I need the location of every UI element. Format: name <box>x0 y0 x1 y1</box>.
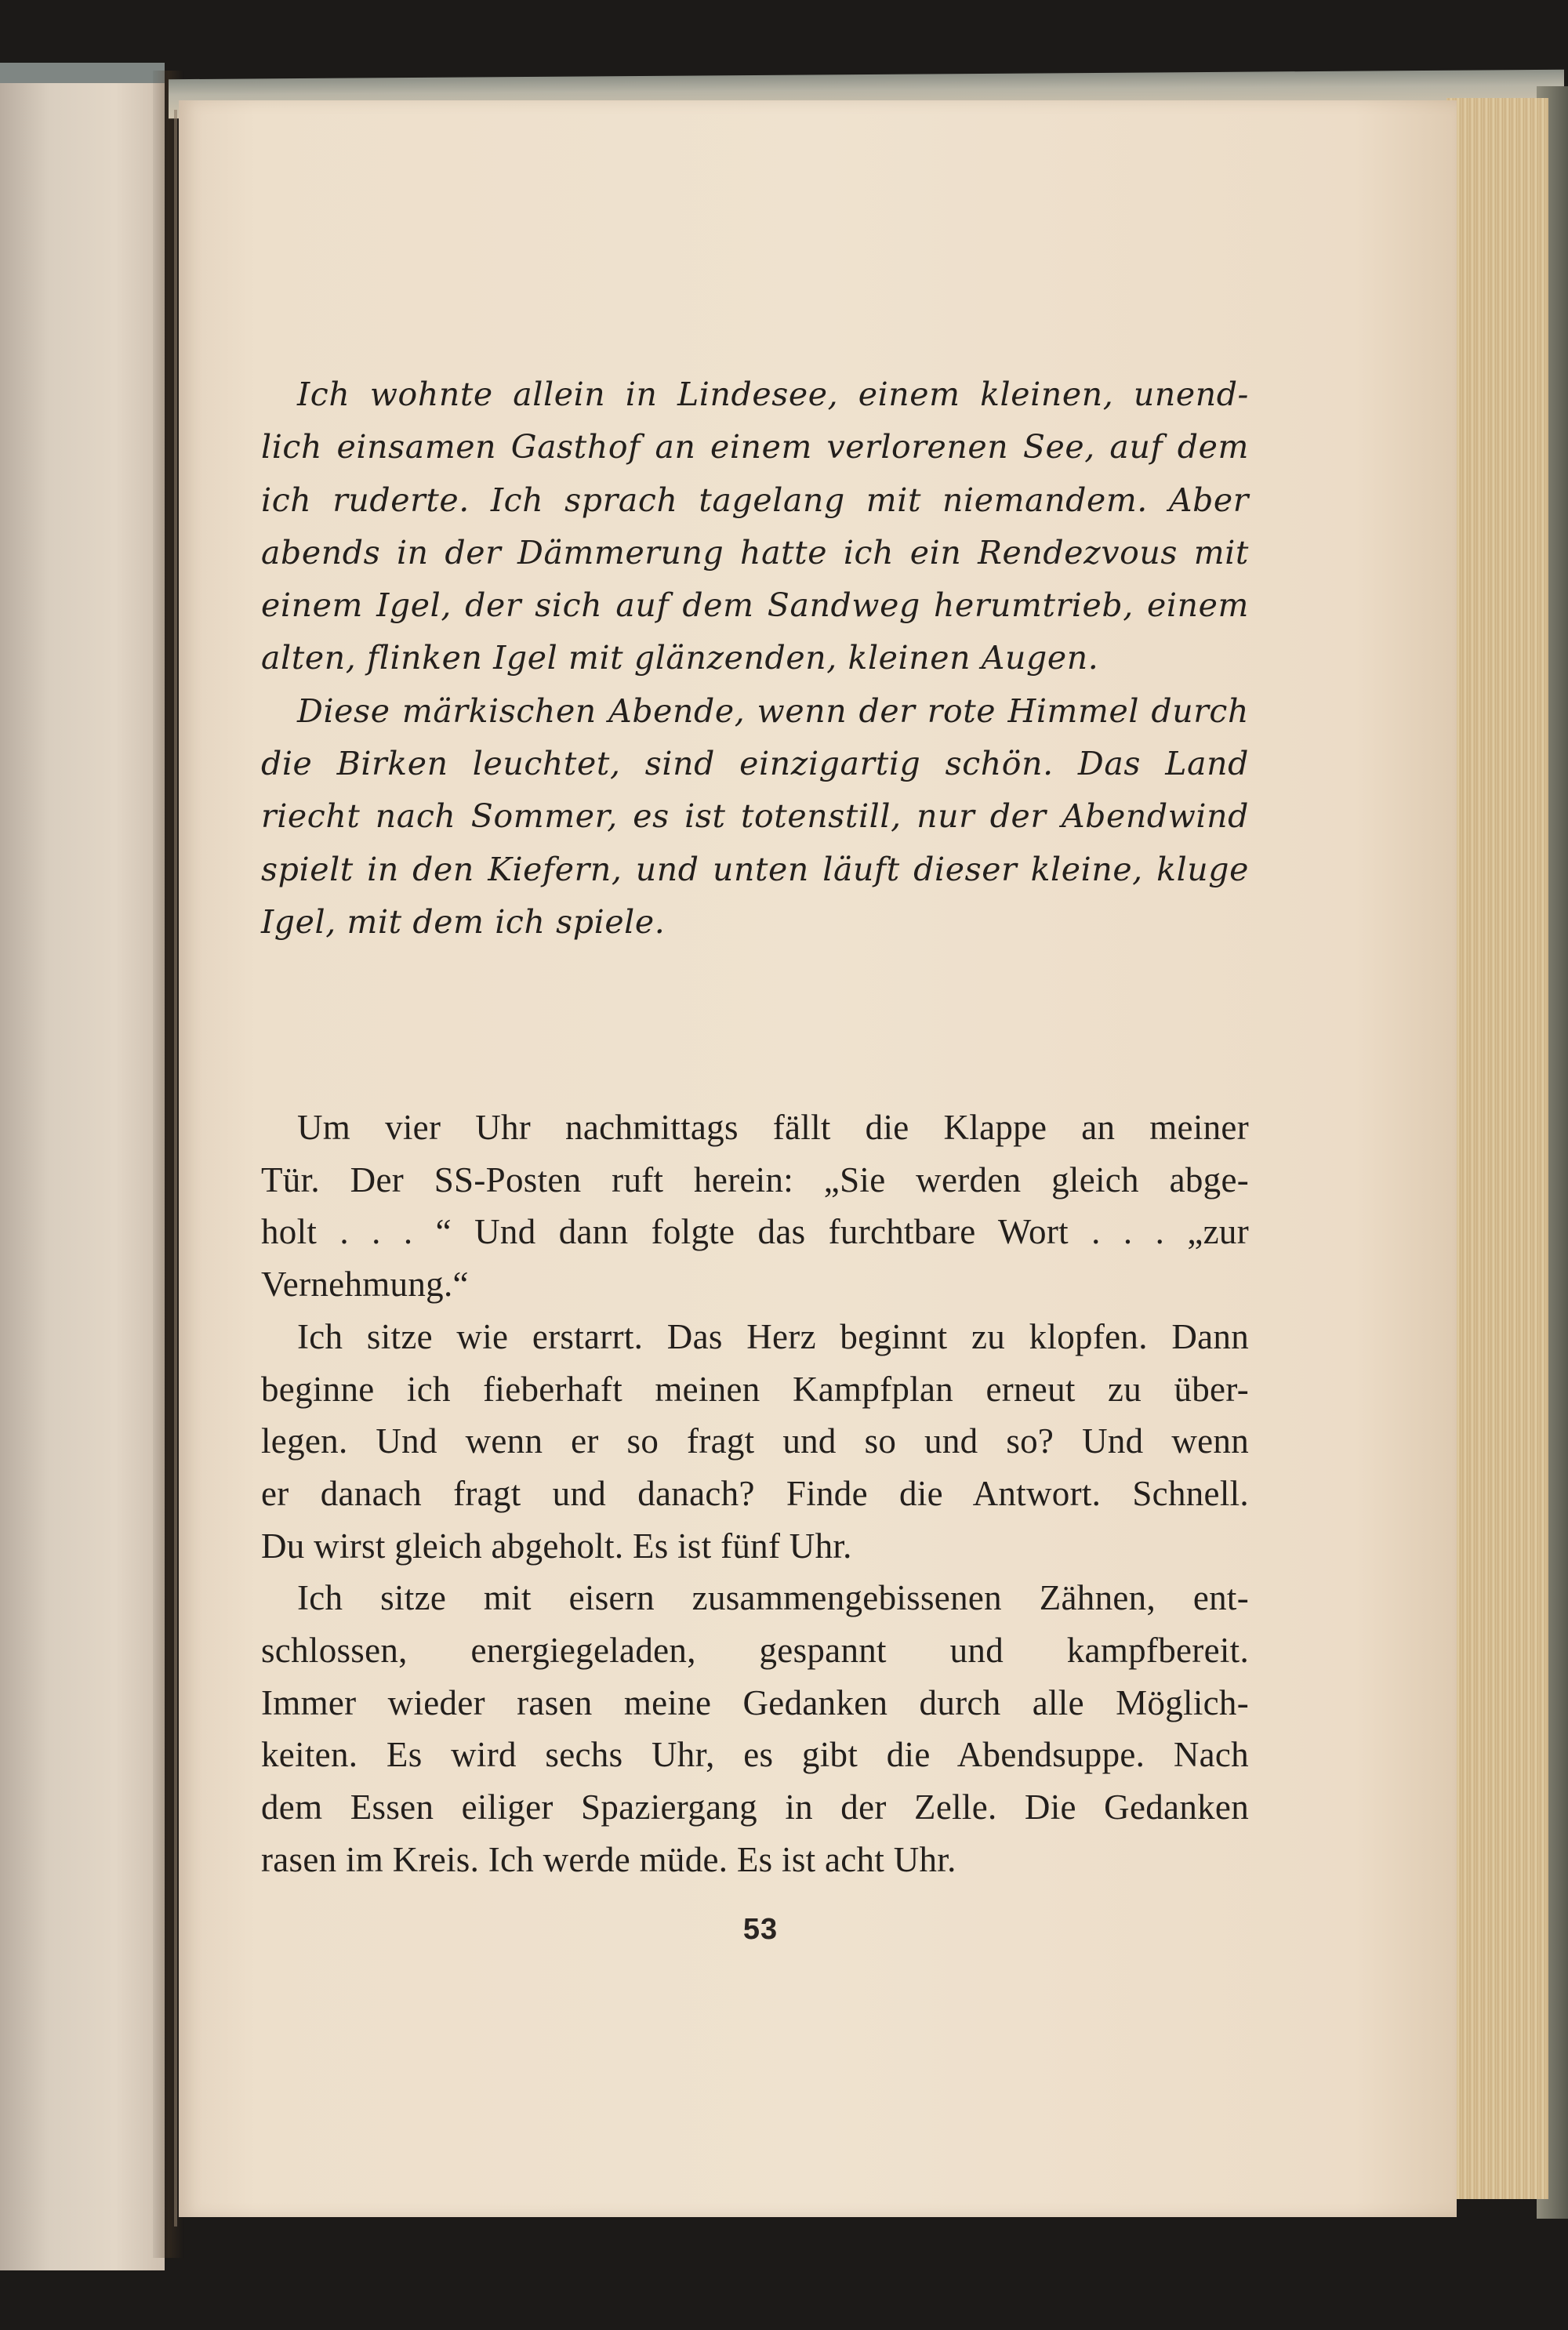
text-line: rasen im Kreis. Ich werde müde. Es ist acht Uhr. <box>261 1839 956 1879</box>
text-line: er danach fragt und danach? Finde die Antwort. Schnell. <box>261 1473 1249 1513</box>
text-line: Tür. Der SS-Posten ruft herein: „Sie werden gleich abge- <box>261 1160 1249 1199</box>
text-line: riecht nach Sommer, es ist totenstill, nur der Abendwind <box>261 797 1249 836</box>
text-line: Ich sitze mit eisern zusammengebissenen Zähnen, ent- <box>297 1578 1249 1618</box>
text-line: keiten. Es wird sechs Uhr, es gibt die Abendsuppe. Nach <box>261 1735 1249 1775</box>
text-line: ich ruderte. Ich sprach tagelang mit niemandem. Aber <box>261 481 1249 519</box>
text-line: die Birken leuchtet, sind einzigartig schön. Das Land <box>261 745 1249 783</box>
text-line: schlossen, energiegeladen, gespannt und kampfbereit. <box>261 1631 1249 1671</box>
text-line: Vernehmung.“ <box>261 1265 469 1305</box>
text-line: Immer wieder rasen meine Gedanken durch alle Möglich- <box>261 1682 1249 1722</box>
text-line: alten, flinken Igel mit glänzenden, kleinen Augen. <box>261 639 1099 677</box>
text-line: lich einsamen Gasthof an einem verlorenen See, auf dem <box>261 428 1249 466</box>
text-line: Ich wohnte allein in Lindesee, einem kleinen, unend- <box>297 376 1249 413</box>
text-line: beginne ich fieberhaft meinen Kampfplan erneut zu über- <box>261 1369 1249 1409</box>
text-line: Du wirst gleich abgeholt. Es ist fünf Uhr. <box>261 1526 852 1566</box>
page-number: 53 <box>742 1913 779 1946</box>
italic-passage <box>261 368 1249 949</box>
gutter-line <box>174 110 177 2227</box>
text-line: abends in der Dämmerung hatte ich ein Rendezvous mit <box>261 533 1249 572</box>
text-line: holt . . . “ Und dann folgte das furchtbare Wort . . . „zur <box>261 1212 1249 1252</box>
text-line: Um vier Uhr nachmittags fällt die Klappe an meiner <box>297 1108 1249 1147</box>
text-line: Diese märkischen Abende, wenn der rote Himmel durch <box>297 691 1249 730</box>
text-line: Igel, mit dem ich spiele. <box>261 902 666 941</box>
text-line: legen. Und wenn er so fragt und so und so? Und wenn <box>261 1421 1249 1461</box>
text-line: Ich sitze wie erstarrt. Das Herz beginnt zu klopfen. Dann <box>297 1316 1249 1356</box>
roman-passage <box>261 1101 1249 1886</box>
text-line: spielt in den Kiefern, und unten läuft dieser kleine, kluge <box>261 850 1249 888</box>
page-block-edge <box>1446 98 1548 2199</box>
text-line: einem Igel, der sich auf dem Sandweg herumtrieb, einem <box>261 586 1249 625</box>
text-line: dem Essen eiliger Spaziergang in der Zelle. Die Gedanken <box>261 1787 1249 1827</box>
